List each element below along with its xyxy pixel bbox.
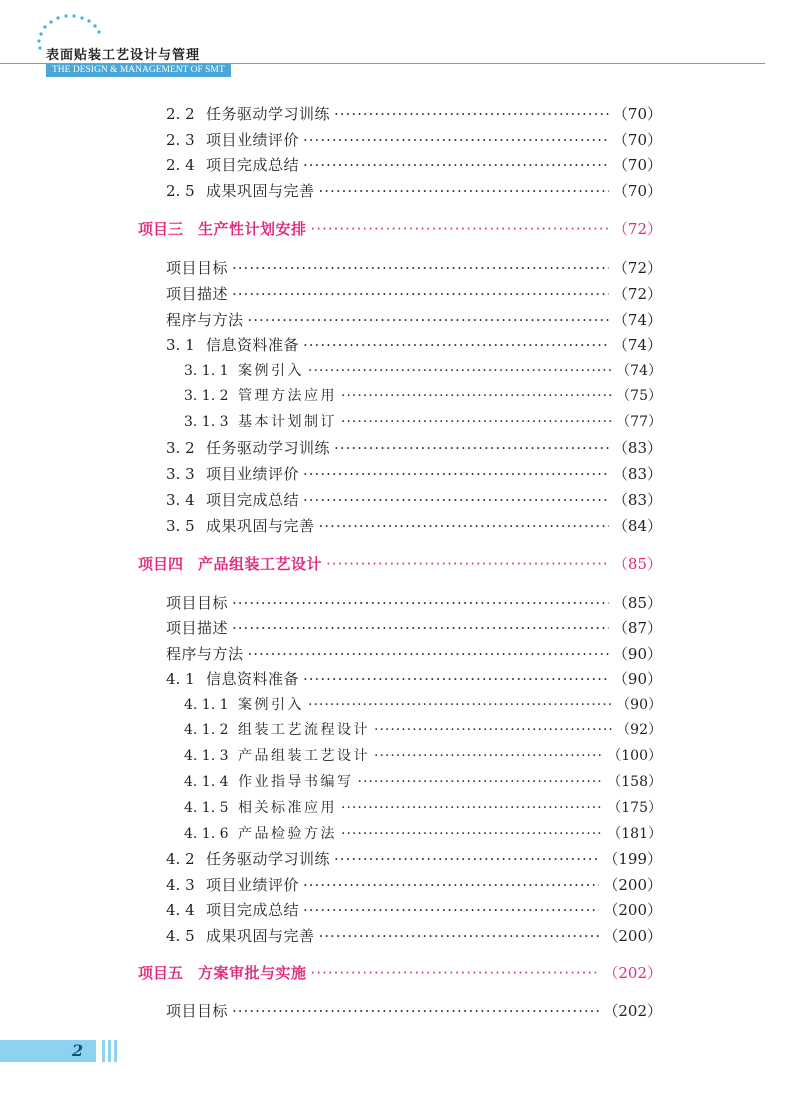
toc-label: 项目目标 <box>166 259 229 277</box>
toc-leader-dots <box>303 333 609 357</box>
toc-number: 4. 1. 1 <box>184 697 229 713</box>
toc-leader-dots <box>334 436 609 460</box>
toc-label: 程序与方法 <box>166 311 244 329</box>
toc-row[interactable] <box>166 873 662 897</box>
page-header <box>0 0 800 80</box>
toc-leader-dots <box>341 822 603 846</box>
toc-leader-dots <box>341 384 612 408</box>
toc-page-number: （181） <box>607 826 662 842</box>
toc-page-number: （200） <box>603 901 662 919</box>
toc-page-number: （83） <box>612 439 662 457</box>
toc-page-number: （70） <box>612 105 662 123</box>
toc-label: 产品组装工艺设计 <box>198 555 323 573</box>
toc-page-number: （87） <box>612 619 662 637</box>
toc-label: 项目目标 <box>166 594 229 612</box>
toc-page-number: （72） <box>612 220 662 238</box>
toc-label: 生产性计划安排 <box>198 220 307 238</box>
toc-number: 2. 5 <box>166 182 195 200</box>
toc-label: 程序与方法 <box>166 645 244 663</box>
toc-label: 案例引入 <box>238 697 304 713</box>
toc-leader-dots <box>232 999 599 1023</box>
toc-leader-dots <box>248 642 609 666</box>
toc-subsection-row[interactable] <box>184 693 662 717</box>
toc-page-number: （70） <box>612 182 662 200</box>
toc-page-number: （158） <box>607 774 662 790</box>
toc-row[interactable] <box>166 924 662 948</box>
toc-page-number: （199） <box>603 850 662 868</box>
toc-number: 4. 5 <box>166 927 195 945</box>
toc-page-number: （72） <box>612 285 662 303</box>
toc-label: 项目描述 <box>166 619 229 637</box>
toc-number: 3. 1. 3 <box>184 414 229 430</box>
toc-row[interactable] <box>166 153 662 177</box>
toc-label: 方案审批与实施 <box>198 964 307 982</box>
toc-leader-dots <box>341 410 612 434</box>
toc-leader-dots <box>341 796 603 820</box>
toc-number: 4. 1. 3 <box>184 748 229 764</box>
toc-subsection-row[interactable] <box>184 796 662 820</box>
toc-label: 产品检验方法 <box>238 826 337 842</box>
toc-page-number: （70） <box>612 156 662 174</box>
toc-subsection-row[interactable] <box>184 770 662 794</box>
toc-page-number: （202） <box>603 964 662 982</box>
toc-leader-dots <box>334 102 609 126</box>
toc-label: 信息资料准备 <box>206 336 300 354</box>
toc-page-number: （92） <box>616 722 662 738</box>
toc-page-number: （90） <box>616 697 662 713</box>
toc-label: 任务驱动学习训练 <box>206 105 331 123</box>
toc-leader-dots <box>319 179 609 203</box>
toc-leader-dots <box>303 488 609 512</box>
toc-project-heading[interactable] <box>138 552 662 576</box>
toc-leader-dots <box>303 128 609 152</box>
toc-page-number: （74） <box>616 363 662 379</box>
toc-number: 4. 1. 2 <box>184 722 229 738</box>
toc-subsection-row[interactable] <box>184 359 662 383</box>
toc-subsection-row[interactable] <box>184 384 662 408</box>
toc-page-number: （75） <box>616 388 662 404</box>
toc-page-number: （84） <box>612 517 662 535</box>
toc-number: 4. 2 <box>166 850 195 868</box>
toc-page-number: （90） <box>612 670 662 688</box>
toc-label: 成果巩固与完善 <box>206 927 315 945</box>
toc-row[interactable] <box>166 128 662 152</box>
toc-label: 项目目标 <box>166 1002 229 1020</box>
toc-leader-dots <box>326 552 609 576</box>
toc-number: 3. 3 <box>166 465 195 483</box>
toc-row[interactable] <box>166 514 662 538</box>
toc-label: 任务驱动学习训练 <box>206 439 331 457</box>
toc-page-number: （200） <box>603 876 662 894</box>
footer-stripe <box>114 1040 117 1062</box>
toc-label: 成果巩固与完善 <box>206 517 315 535</box>
toc-leader-dots <box>248 308 609 332</box>
toc-leader-dots <box>311 217 609 241</box>
toc-number: 3. 5 <box>166 517 195 535</box>
toc-leader-dots <box>358 770 604 794</box>
toc-row[interactable] <box>166 436 662 460</box>
toc-page-number: （77） <box>616 414 662 430</box>
toc-number: 3. 2 <box>166 439 195 457</box>
toc-page-number: （74） <box>612 311 662 329</box>
toc-subsection-row[interactable] <box>184 822 662 846</box>
book-subtitle: THE DESIGN & MANAGEMENT OF SMT <box>46 64 231 77</box>
toc-number: 4. 1. 6 <box>184 826 229 842</box>
toc-label: 作业指导书编写 <box>238 774 354 790</box>
toc-leader-dots <box>303 898 599 922</box>
toc-leader-dots <box>303 153 609 177</box>
toc-leader-dots <box>374 744 603 768</box>
toc-number: 4. 1 <box>166 670 195 688</box>
toc-page-number: （202） <box>603 1002 662 1020</box>
toc-number: 4. 1. 5 <box>184 800 229 816</box>
toc-page-number: （85） <box>612 555 662 573</box>
toc-page-number: （175） <box>607 800 662 816</box>
toc-leader-dots <box>232 256 609 280</box>
toc-row[interactable] <box>166 847 662 871</box>
toc-label: 基本计划制订 <box>238 414 337 430</box>
toc-label: 项目完成总结 <box>206 491 300 509</box>
toc-label: 相关标准应用 <box>238 800 337 816</box>
toc-row[interactable] <box>166 462 662 486</box>
toc-number: 3. 1 <box>166 336 195 354</box>
toc-page-number: （90） <box>612 645 662 663</box>
toc-page-number: （100） <box>607 748 662 764</box>
toc-row[interactable] <box>166 667 662 691</box>
footer-stripe <box>102 1040 105 1062</box>
toc-number: 项目三 <box>138 220 184 238</box>
toc-number: 3. 1. 1 <box>184 363 229 379</box>
toc-project-heading[interactable] <box>138 217 662 241</box>
toc-label: 项目描述 <box>166 285 229 303</box>
toc-page-number: （200） <box>603 927 662 945</box>
toc-page-number: （72） <box>612 259 662 277</box>
toc-page-number: （70） <box>612 131 662 149</box>
toc-number: 4. 1. 4 <box>184 774 229 790</box>
toc-number: 3. 1. 2 <box>184 388 229 404</box>
page-number: 2 <box>72 1041 84 1060</box>
toc-row[interactable] <box>166 898 662 922</box>
toc-label: 项目完成总结 <box>206 156 300 174</box>
toc-number: 4. 3 <box>166 876 195 894</box>
toc-subsection-row[interactable] <box>184 744 662 768</box>
toc-row[interactable] <box>166 333 662 357</box>
footer-stripe <box>108 1040 111 1062</box>
toc-label: 管理方法应用 <box>238 388 337 404</box>
toc-label: 案例引入 <box>238 363 304 379</box>
toc-leader-dots <box>319 924 600 948</box>
toc-leader-dots <box>232 591 609 615</box>
toc-leader-dots <box>303 873 599 897</box>
toc-label: 产品组装工艺设计 <box>238 748 370 764</box>
toc-leader-dots <box>308 693 612 717</box>
toc-row[interactable] <box>166 999 662 1023</box>
toc-leader-dots <box>311 961 600 985</box>
toc-label: 项目完成总结 <box>206 901 300 919</box>
toc-page-number: （74） <box>612 336 662 354</box>
toc-number: 2. 3 <box>166 131 195 149</box>
toc-page-number: （83） <box>612 465 662 483</box>
toc-number: 项目四 <box>138 555 184 573</box>
toc-leader-dots <box>334 847 599 871</box>
toc-number: 2. 2 <box>166 105 195 123</box>
toc-row[interactable] <box>166 102 662 126</box>
toc-row[interactable] <box>166 308 662 332</box>
toc-label: 任务驱动学习训练 <box>206 850 331 868</box>
toc-row[interactable] <box>166 616 662 640</box>
toc-page-number: （83） <box>612 491 662 509</box>
toc-label: 项目业绩评价 <box>206 876 300 894</box>
toc-number: 项目五 <box>138 964 184 982</box>
toc-row[interactable] <box>166 282 662 306</box>
book-title: 表面贴装工艺设计与管理 <box>46 48 201 63</box>
toc-leader-dots <box>232 616 609 640</box>
toc-subsection-row[interactable] <box>184 718 662 742</box>
toc-leader-dots <box>319 514 609 538</box>
toc-leader-dots <box>232 282 609 306</box>
toc-label: 项目业绩评价 <box>206 465 300 483</box>
toc-label: 项目业绩评价 <box>206 131 300 149</box>
toc-row[interactable] <box>166 256 662 280</box>
toc-row[interactable] <box>166 642 662 666</box>
toc-label: 成果巩固与完善 <box>206 182 315 200</box>
toc-subsection-row[interactable] <box>184 410 662 434</box>
toc-leader-dots <box>303 462 609 486</box>
toc-number: 2. 4 <box>166 156 195 174</box>
toc-number: 3. 4 <box>166 491 195 509</box>
toc-project-heading[interactable] <box>138 961 662 985</box>
toc-number: 4. 4 <box>166 901 195 919</box>
toc-row[interactable] <box>166 488 662 512</box>
toc-label: 信息资料准备 <box>206 670 300 688</box>
toc-leader-dots <box>374 718 612 742</box>
toc-leader-dots <box>303 667 609 691</box>
toc-page-number: （85） <box>612 594 662 612</box>
toc-row[interactable] <box>166 179 662 203</box>
toc-row[interactable] <box>166 591 662 615</box>
toc-label: 组装工艺流程设计 <box>238 722 370 738</box>
toc-leader-dots <box>308 359 612 383</box>
